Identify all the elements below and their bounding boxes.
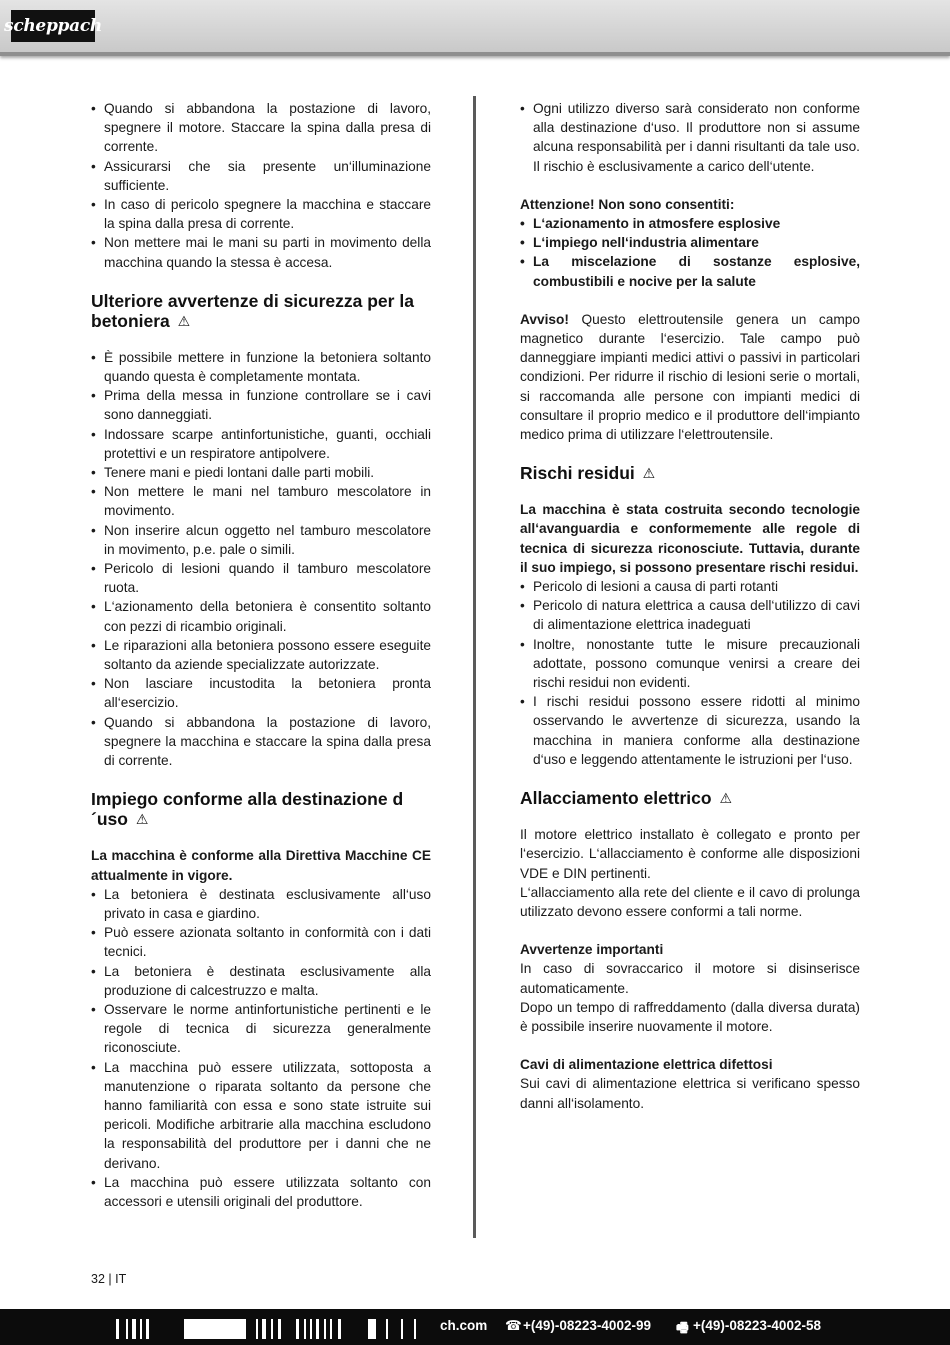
list-item: • Non lasciare incustodita la betoniera pronta all‘esercizio. — [91, 674, 431, 712]
list-item: • Può essere azionata soltanto in conformità con i dati tecnici. — [91, 923, 431, 961]
list-item: • Non mettere mai le mani su parti in movimento della macchina quando la stessa è accesa. — [91, 233, 431, 271]
list-item: • La macchina può essere utilizzata, sottoposta a manutenzione o riparata soltanto da persone che hanno familiarità con essa e sono state istruite sui pericoli. Modifiche arbitrarie alla macchina escludono la responsabilità del produttore per i danni che ne derivano. — [91, 1058, 431, 1173]
list-item: • I rischi residui possono essere ridotti al minimo osservando le avvertenze di sicurezza, usando la macchina in maniera conforme alla destinazione d‘uso e leggendo attentamente le istruzioni per l‘uso. — [520, 692, 860, 769]
notice-label: Avviso! — [520, 311, 569, 327]
other-use-list — [520, 99, 860, 176]
left-column — [91, 99, 431, 1211]
heading-text: Ulteriore avvertenze di sicurezza per la betoniera — [91, 290, 414, 331]
cables-paragraph: Sui cavi di alimentazione elettrica si verificano spesso danni all‘isolamento. — [520, 1076, 860, 1111]
warning-triangle-icon: ⚠ — [642, 465, 656, 482]
section-heading-residual-risks — [520, 463, 860, 483]
notice-text: Questo elettroutensile genera un campo magnetico durante l‘esercizio. Tale campo può danneggiare impianti medici attivi o passivi in particolari condizioni. Per ridurre il rischio di lesioni serie o mortali, si raccomanda alle persone con impianti medici di consultare il proprio medico e il produttore dell‘impianto medico prima di utilizzare l‘elettroutensile. — [520, 311, 860, 443]
list-item: • Non mettere le mani nel tamburo mescolatore in movimento. — [91, 482, 431, 520]
list-item: • Tenere mani e piedi lontani dalle parti mobili. — [91, 463, 431, 482]
electric-paragraph-1: Il motore elettrico installato è collegato e pronto per l‘esercizio. L‘allacciamento è conforme alle disposizioni VDE e DIN pertinenti. — [520, 827, 860, 881]
list-item: • L‘azionamento della betoniera è consentito soltanto con pezzi di ricambio originali. — [91, 597, 431, 635]
list-item: • La macchina può essere utilizzata soltanto con accessori e utensili originali del produttore. — [91, 1173, 431, 1211]
attention-title: Attenzione! Non sono consentiti: — [520, 196, 735, 212]
list-item: • È possibile mettere in funzione la betoniera soltanto quando questa è completamente montata. — [91, 348, 431, 386]
list-item: • Indossare scarpe antinfortunistiche, guanti, occhiali protettivi e un respiratore antipolvere. — [91, 425, 431, 463]
list-item: • La betoniera è destinata esclusivamente alla produzione di calcestruzzo e malta. — [91, 962, 431, 1000]
important-paragraph-1: In caso di sovraccarico il motore si disinserisce automaticamente. — [520, 961, 860, 996]
notice-paragraph — [520, 310, 860, 444]
warning-triangle-icon: ⚠ — [135, 811, 149, 828]
list-item: • Non inserire alcun oggetto nel tamburo mescolatore in movimento, p.e. pale o simili. — [91, 521, 431, 559]
electric-paragraph-2: L‘allacciamento alla rete del cliente e il cavo di prolunga utilizzato devono essere conformi a tali norme. — [520, 884, 860, 919]
heading-text: Rischi residui — [520, 463, 635, 484]
warning-triangle-icon: ⚠ — [719, 790, 733, 807]
page-footer — [0, 1309, 950, 1345]
intended-use-lead: La macchina è conforme alla Direttiva Macchine CE attualmente in vigore. — [91, 848, 431, 883]
intro-list — [91, 99, 431, 272]
page-header — [0, 0, 950, 56]
page-number: 32 | IT — [91, 1272, 127, 1286]
fax-icon: 🖷 — [676, 1320, 689, 1335]
important-title: Avvertenze importanti — [520, 942, 664, 958]
scheppach-logo: scheppach — [11, 10, 95, 42]
heading-text: Allacciamento elettrico — [520, 788, 712, 809]
list-item: • Pericolo di lesioni quando il tamburo mescolatore ruota. — [91, 559, 431, 597]
section-heading-safety — [91, 291, 431, 331]
section-heading-intended-use — [91, 789, 431, 829]
list-item: • Prima della messa in funzione controllare se i cavi sono danneggiati. — [91, 386, 431, 424]
right-column — [520, 99, 860, 1113]
list-item: • Le riparazioni alla betoniera possono essere eseguite soltanto da aziende specializzate autorizzate. — [91, 636, 431, 674]
list-item: • Inoltre, nonostante tutte le misure precauzionali adottate, possono comunque venirsi a creare dei rischi residui non evidenti. — [520, 635, 860, 693]
heading-text: Impiego conforme alla destinazione d´uso — [91, 789, 404, 830]
list-item: • In caso di pericolo spegnere la macchina e staccare la spina dalla presa di corrente. — [91, 195, 431, 233]
intended-use-list — [91, 885, 431, 1211]
footer-barcode-pattern — [116, 1319, 436, 1339]
list-item: • La betoniera è destinata esclusivamente all‘uso privato in casa e giardino. — [91, 885, 431, 923]
residual-list — [520, 577, 860, 769]
list-item: • Pericolo di natura elettrica a causa dell‘utilizzo di cavi di alimentazione elettrica inadeguati — [520, 596, 860, 634]
warning-triangle-icon: ⚠ — [177, 312, 191, 329]
residual-lead: La macchina è stata costruita secondo tecnologie all‘avanguardia e conformemente alle regole di tecnica di sicurezza riconosciute. Tuttavia, durante il suo impiego, si possono presentare rischi residui. — [520, 502, 860, 575]
list-item: • Assicurarsi che sia presente un‘illuminazione sufficiente. — [91, 157, 431, 195]
list-item: • Osservare le norme antinfortunistiche pertinenti e le regole di tecnica di sicurezza generalmente riconosciute. — [91, 1000, 431, 1058]
list-item: • Quando si abbandona la postazione di lavoro, spegnere il motore. Staccare la spina dalla presa di corrente. — [91, 99, 431, 157]
footer-website: ch.com — [440, 1318, 488, 1333]
list-item: • L‘impiego nell‘industria alimentare — [520, 233, 860, 252]
list-item: • La miscelazione di sostanze esplosive, combustibili e nocive per la salute — [520, 252, 860, 290]
footer-fax: +(49)-08223-4002-58 — [693, 1318, 821, 1333]
safety-list — [91, 348, 431, 770]
section-heading-electrical — [520, 788, 860, 808]
list-item: • Pericolo di lesioni a causa di parti rotanti — [520, 577, 860, 596]
cables-title: Cavi di alimentazione elettrica difettosi — [520, 1057, 773, 1073]
list-item: • Ogni utilizzo diverso sarà considerato non conforme alla destinazione d‘uso. Il produttore non si assume alcuna responsabilità per i danni risultanti da tale uso. Il rischio è esclusivamente a carico dell‘utente. — [520, 99, 860, 176]
not-allowed-list — [520, 214, 860, 291]
column-divider — [473, 96, 476, 1238]
important-paragraph-2: Dopo un tempo di raffreddamento (dalla diversa durata) è possibile inserire nuovamente il motore. — [520, 999, 860, 1034]
footer-phone: +(49)-08223-4002-99 — [523, 1318, 651, 1333]
phone-icon: ☎ — [505, 1318, 522, 1333]
list-item: • Quando si abbandona la postazione di lavoro, spegnere la macchina e staccare la spina dalla presa di corrente. — [91, 713, 431, 771]
list-item: • L‘azionamento in atmosfere esplosive — [520, 214, 860, 233]
